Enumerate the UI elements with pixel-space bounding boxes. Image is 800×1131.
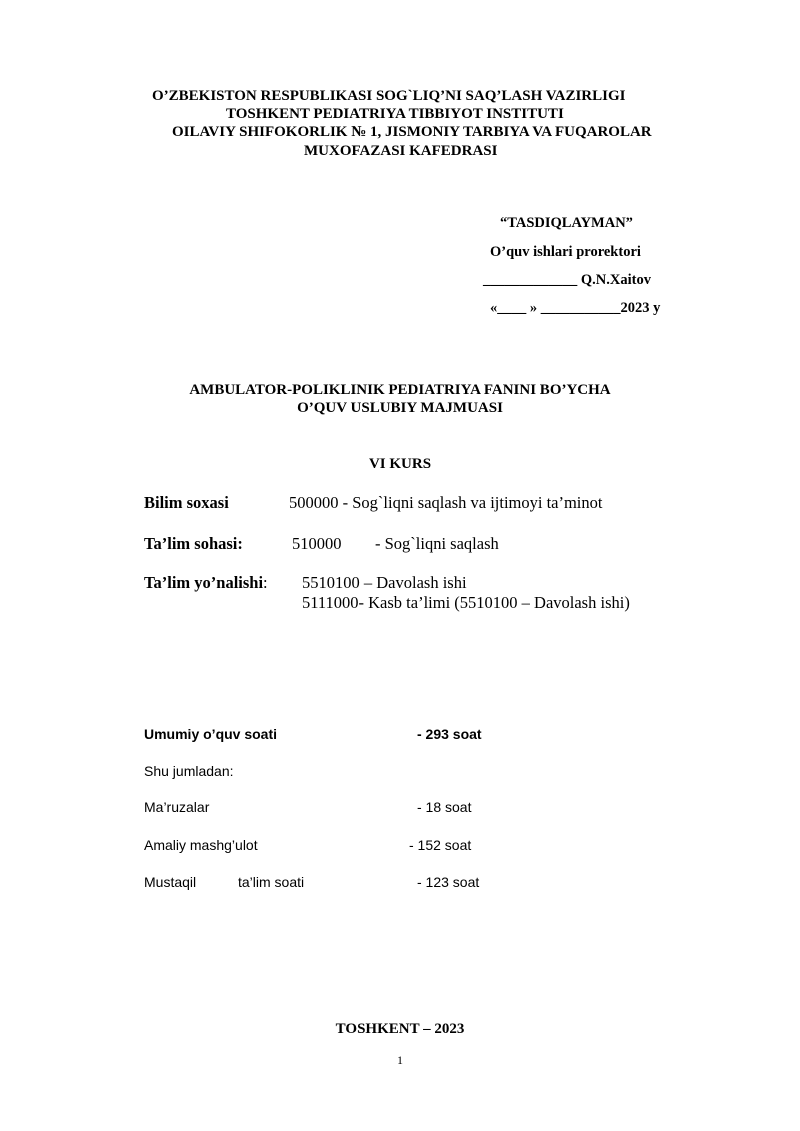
course-title-line2: O’QUV USLUBIY MAJMUASI: [297, 400, 503, 416]
total-hours-label: Umumiy o’quv soati: [144, 726, 278, 742]
talim-code: 510000: [292, 534, 342, 553]
page-number: 1: [397, 1053, 403, 1067]
institute-name: TOSHKENT PEDIATRIYA TIBBIYOT INSTITUTI: [226, 106, 564, 122]
course-level: VI KURS: [368, 456, 432, 472]
yonalish-label: Ta’lim yo’nalishi: [144, 573, 264, 592]
lectures-label: Ma’ruzalar: [144, 799, 210, 815]
practical-value: - 152 soat: [409, 837, 472, 853]
ministry-name: O’ZBEKISTON RESPUBLIKASI SOG`LIQ’NI SAQ’LASH VAZIRLIGI: [152, 88, 626, 104]
bilim-label: Bilim soxasi: [144, 493, 229, 512]
lectures-value: - 18 soat: [417, 799, 472, 815]
approval-signature: _____________ Q.N.Xaitov: [483, 272, 651, 288]
talim-value: - Sog`liqni saqlash: [375, 534, 499, 553]
yonalish-value1: 5510100 – Davolash ishi: [302, 573, 467, 592]
yonalish-value2: 5111000- Kasb ta’limi (5510100 – Davolash ishi): [302, 593, 630, 612]
department-name-line1: OILAVIY SHIFOKORLIK № 1, JISMONIY TARBIYA VA FUQAROLAR: [172, 124, 652, 140]
practical-label: Amaliy mashg’ulot: [144, 837, 258, 853]
total-hours-value: - 293 soat: [417, 726, 482, 742]
yonalish-colon: :: [263, 573, 268, 592]
city-year: TOSHKENT – 2023: [335, 1021, 465, 1037]
independent-label-b: ta’lim soati: [238, 874, 305, 890]
yonalish-label-group: [144, 573, 268, 593]
course-title-line1: AMBULATOR-POLIKLINIK PEDIATRIYA FANINI BO’YCHA: [189, 382, 611, 398]
approval-role: O’quv ishlari prorektori: [490, 244, 641, 260]
approval-date: «____ » ___________2023 y: [490, 300, 661, 316]
including-label: Shu jumladan:: [144, 763, 234, 779]
independent-label-a: Mustaqil: [144, 874, 197, 890]
talim-label: Ta’lim sohasi:: [144, 534, 243, 553]
department-name-line2: MUXOFAZASI KAFEDRASI: [304, 143, 498, 159]
bilim-value: 500000 - Sog`liqni saqlash va ijtimoyi ta’minot: [289, 493, 603, 512]
independent-value: - 123 soat: [417, 874, 480, 890]
approval-title: “TASDIQLAYMAN”: [500, 215, 633, 231]
